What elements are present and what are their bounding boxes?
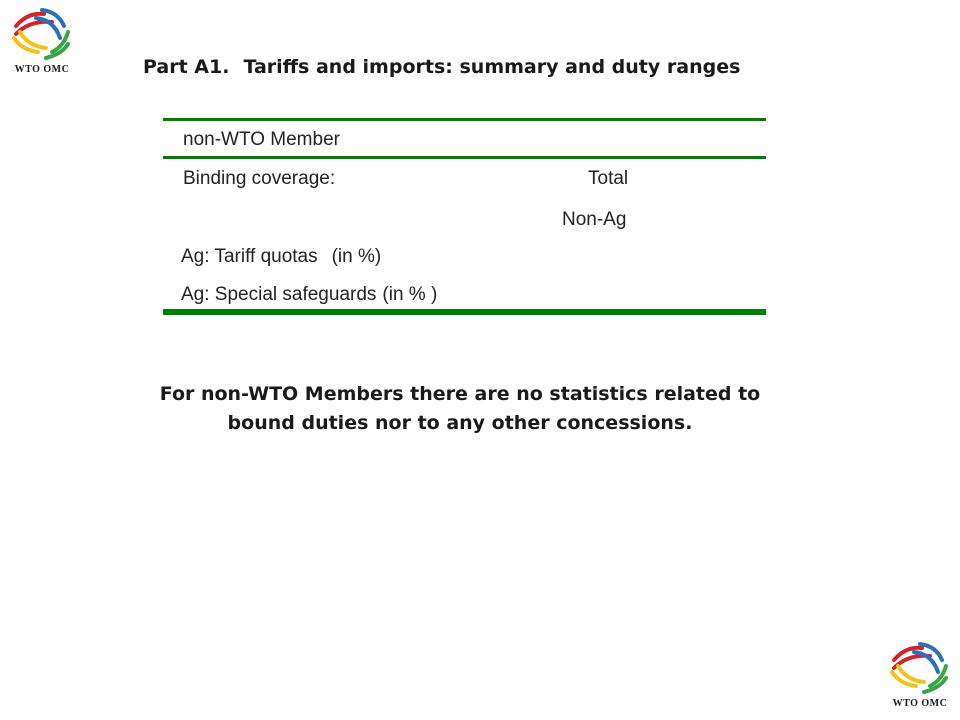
note-line-2: bound duties nor to any other concessions. <box>227 412 693 434</box>
member-status-label: non-WTO Member <box>183 129 340 150</box>
table-header-rule <box>163 156 766 159</box>
non-ag-label: Non-Ag <box>562 209 627 230</box>
wto-logo-top <box>2 4 82 75</box>
note-line-1: For non-WTO Members there are no statistics related to <box>159 383 761 405</box>
special-safeguards-unit: (in % ) <box>382 284 438 305</box>
page-title <box>143 56 740 78</box>
wto-logo-text-bottom: WTO OMC <box>892 698 948 709</box>
special-safeguards-row <box>181 284 437 306</box>
non-member-note <box>130 380 790 438</box>
wto-logo-text-top: WTO OMC <box>14 64 70 75</box>
tariff-quotas-unit: (in %) <box>331 246 382 267</box>
wto-globe-icon <box>880 638 960 696</box>
title-part: Part A1. <box>143 56 230 78</box>
table-top-rule <box>163 118 766 121</box>
wto-globe-icon <box>2 4 82 62</box>
title-text: Tariffs and imports: summary and duty ranges <box>243 56 741 78</box>
wto-logo-bottom <box>880 638 960 709</box>
binding-coverage-label: Binding coverage: <box>183 168 336 189</box>
special-safeguards-label: Ag: Special safeguards <box>181 284 377 305</box>
total-label: Total <box>588 168 629 189</box>
tariff-quotas-label: Ag: Tariff quotas <box>181 246 318 267</box>
tariff-quotas-row <box>181 246 381 268</box>
table-bottom-rule <box>163 309 766 315</box>
